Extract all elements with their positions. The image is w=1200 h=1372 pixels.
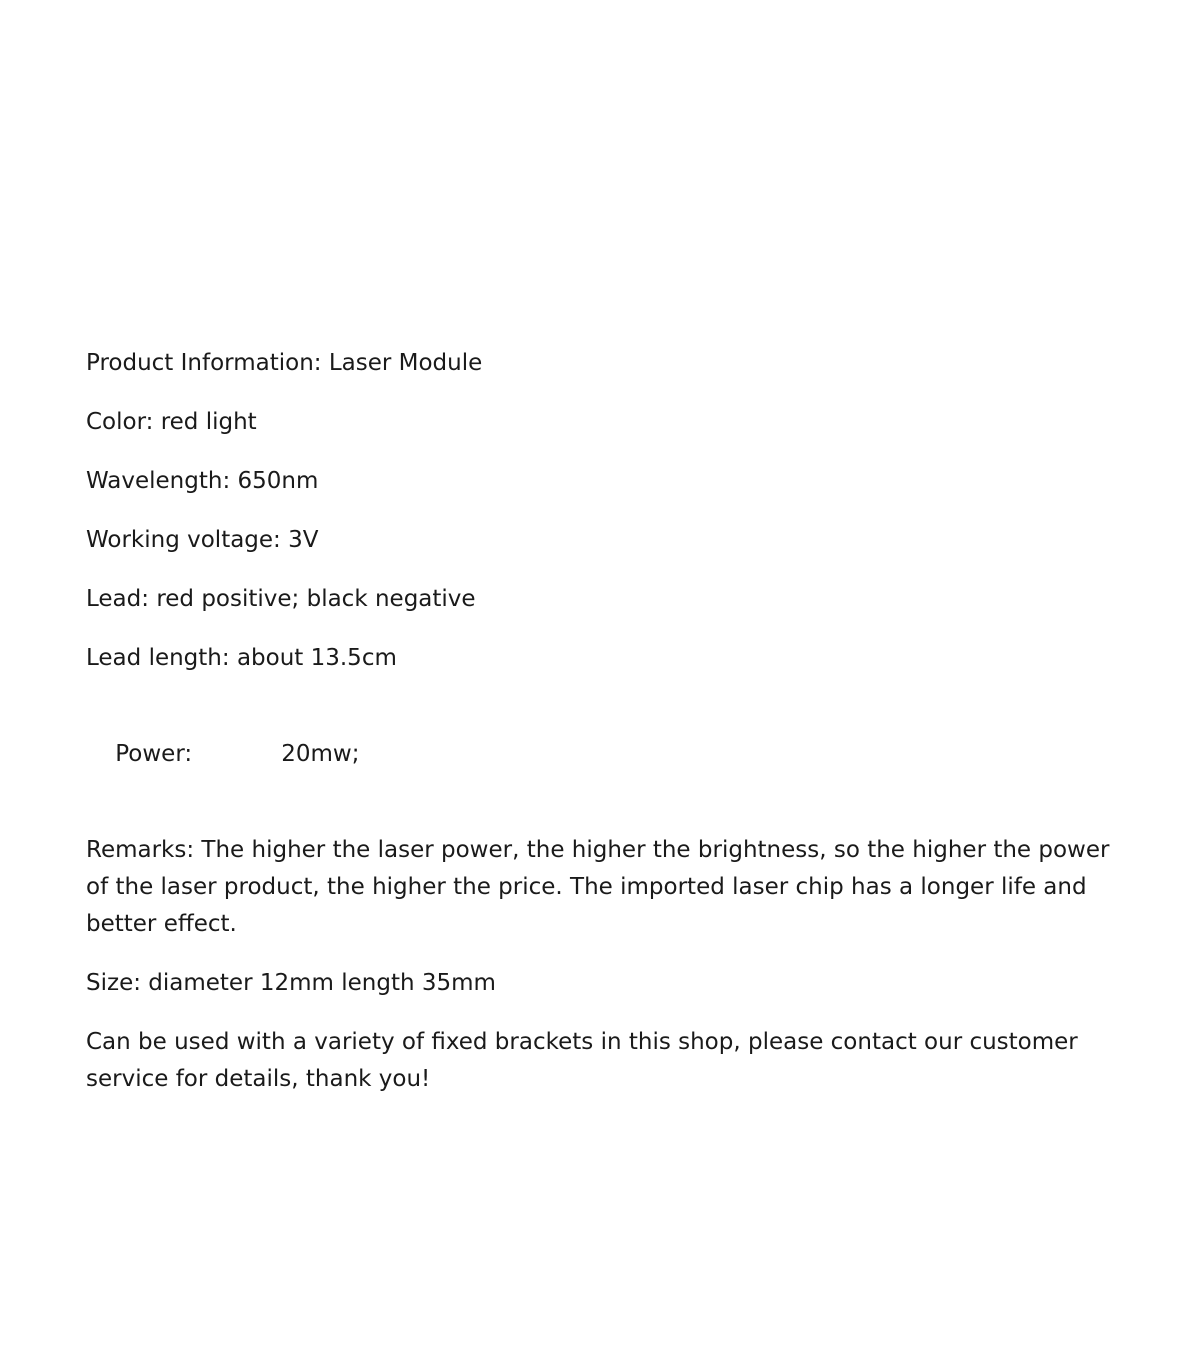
product-spec-list — [86, 345, 1126, 1120]
lead-line: Lead: red positive; black negative — [86, 586, 476, 612]
working-voltage-line: Working voltage: 3V — [86, 527, 319, 553]
remarks-paragraph: Remarks: The higher the laser power, the higher the brightness, so the higher the power of the laser product, the higher the price. The imported laser chip has a longer life and better effect. — [86, 837, 1110, 937]
product-info-line: Product Information: Laser Module — [86, 350, 483, 376]
wavelength-line: Wavelength: 650nm — [86, 468, 319, 494]
power-line — [86, 699, 1126, 810]
lead-length-line: Lead length: about 13.5cm — [86, 645, 397, 671]
color-line: Color: red light — [86, 409, 257, 435]
power-label: Power: — [115, 741, 193, 767]
size-line: Size: diameter 12mm length 35mm — [86, 970, 496, 996]
customer-service-note: Can be used with a variety of fixed brackets in this shop, please contact our customer service for details, thank you! — [86, 1029, 1078, 1092]
power-value: 20mw; — [281, 741, 360, 767]
